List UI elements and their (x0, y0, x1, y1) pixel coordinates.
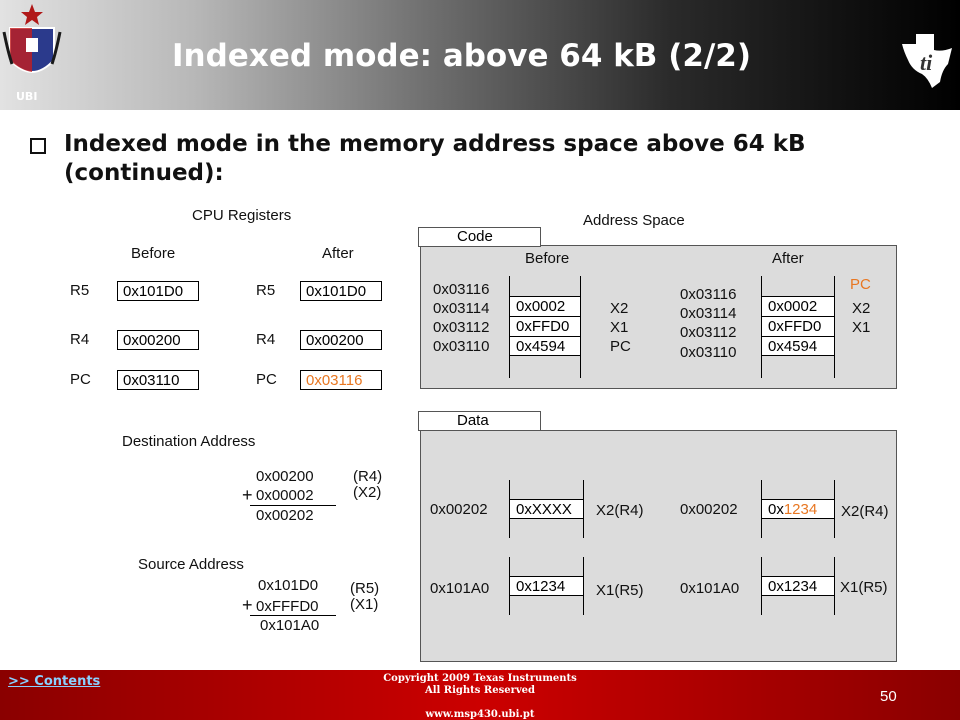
register-name-r5-after: R5 (256, 282, 276, 299)
memory-word: 0x4594 (510, 336, 580, 356)
src-offset-value: 0xFFFD0 (256, 598, 319, 615)
bullet-text: Indexed mode in the memory address space above 64 kB (continued): (64, 131, 806, 186)
register-name-r4: R4 (70, 331, 90, 348)
register-r5-before: 0x101D0 (117, 281, 199, 301)
university-label: UBI (16, 90, 38, 103)
data-before-dest-column (509, 480, 584, 538)
data-after-src-label: X1(R5) (840, 579, 888, 596)
src-sum-line (250, 615, 336, 616)
address-label: 0x03114 (680, 305, 737, 322)
address-label: 0x03112 (433, 319, 490, 336)
code-before-pc-label: PC (610, 338, 631, 355)
cpu-before-label: Before (131, 245, 176, 262)
memory-word: 0xFFD0 (510, 316, 580, 336)
code-tab: Code (418, 227, 541, 247)
contents-link[interactable]: >> Contents (8, 674, 101, 689)
memory-word-updated (762, 499, 834, 519)
data-before-src-label: X1(R5) (596, 582, 644, 599)
dest-offset-value: 0x00002 (256, 487, 314, 504)
copyright-line-1: Copyright 2009 Texas Instruments (383, 673, 577, 684)
address-label: 0x03116 (433, 281, 490, 298)
address-label: 0x03112 (680, 324, 737, 341)
address-label: 0x03116 (680, 286, 737, 303)
code-after-x1-label: X1 (852, 319, 871, 336)
code-after-memory-column (761, 276, 835, 378)
address-label: 0x03110 (433, 338, 490, 355)
dest-offset-note: (X2) (353, 484, 382, 501)
data-after-src-address: 0x101A0 (680, 580, 740, 597)
register-r4-after: 0x00200 (300, 330, 382, 350)
memory-word: 0x0002 (762, 296, 834, 316)
src-base-value: 0x101D0 (258, 577, 319, 594)
register-name-r5: R5 (70, 282, 90, 299)
data-after-dest-address: 0x00202 (680, 501, 738, 518)
register-pc-before: 0x03110 (117, 370, 199, 390)
register-pc-after: 0x03116 (300, 370, 382, 390)
slide-title: Indexed mode: above 64 kB (2/2) (172, 38, 752, 74)
data-panel (420, 430, 897, 662)
dest-plus-operator: + (242, 485, 253, 505)
dest-base-value: 0x00200 (256, 468, 314, 485)
code-after-label: After (772, 250, 804, 267)
register-r5-after: 0x101D0 (300, 281, 382, 301)
src-plus-operator: + (242, 595, 253, 615)
cpu-registers-title: CPU Registers (192, 207, 292, 224)
code-after-pc-label: PC (850, 276, 871, 293)
code-before-memory-column (509, 276, 581, 378)
copyright-line-2: All Rights Reserved (424, 685, 536, 696)
data-after-src-column (761, 557, 835, 615)
bullet-checkbox-icon (30, 138, 46, 154)
memory-word: 0x1234 (762, 576, 834, 596)
address-space-title: Address Space (583, 212, 685, 229)
cpu-after-label: After (322, 245, 354, 262)
data-before-src-column (509, 557, 584, 615)
memory-word: 0xFFD0 (762, 316, 834, 336)
register-name-r4-after: R4 (256, 331, 276, 348)
memory-word: 0x0002 (510, 296, 580, 316)
value-highlight: 1234 (783, 501, 818, 518)
page-number: 50 (880, 688, 897, 705)
code-before-x1-label: X1 (610, 319, 629, 336)
code-before-label: Before (525, 250, 570, 267)
src-base-note: (R5) (350, 580, 380, 597)
code-before-x2-label: X2 (610, 300, 629, 317)
address-label: 0x03114 (433, 300, 490, 317)
dest-sum-line (250, 505, 336, 506)
website-text: www.msp430.ubi.pt (425, 709, 535, 720)
source-address-title: Source Address (138, 556, 244, 573)
address-label: 0x03110 (680, 344, 737, 361)
data-after-dest-column (761, 480, 835, 538)
memory-word: 0x4594 (762, 336, 834, 356)
dest-base-note: (R4) (353, 468, 383, 485)
ti-logo-icon (898, 30, 956, 92)
data-after-dest-label: X2(R4) (841, 503, 889, 520)
code-after-x2-label: X2 (852, 300, 871, 317)
register-name-pc: PC (70, 371, 91, 388)
dest-result-value: 0x00202 (256, 507, 314, 524)
university-crest-logo (2, 2, 62, 90)
destination-address-title: Destination Address (122, 433, 256, 450)
src-result-value: 0x101A0 (260, 617, 320, 634)
src-offset-note: (X1) (350, 596, 379, 613)
value-prefix: 0x (768, 501, 784, 518)
register-r4-before: 0x00200 (117, 330, 199, 350)
memory-word: 0xXXXX (510, 499, 583, 519)
register-name-pc-after: PC (256, 371, 277, 388)
svg-text:ti: ti (920, 50, 933, 75)
memory-word: 0x1234 (510, 576, 583, 596)
data-tab: Data (418, 411, 541, 431)
data-src-address: 0x101A0 (430, 580, 490, 597)
data-dest-address: 0x00202 (430, 501, 488, 518)
data-before-dest-label: X2(R4) (596, 502, 644, 519)
